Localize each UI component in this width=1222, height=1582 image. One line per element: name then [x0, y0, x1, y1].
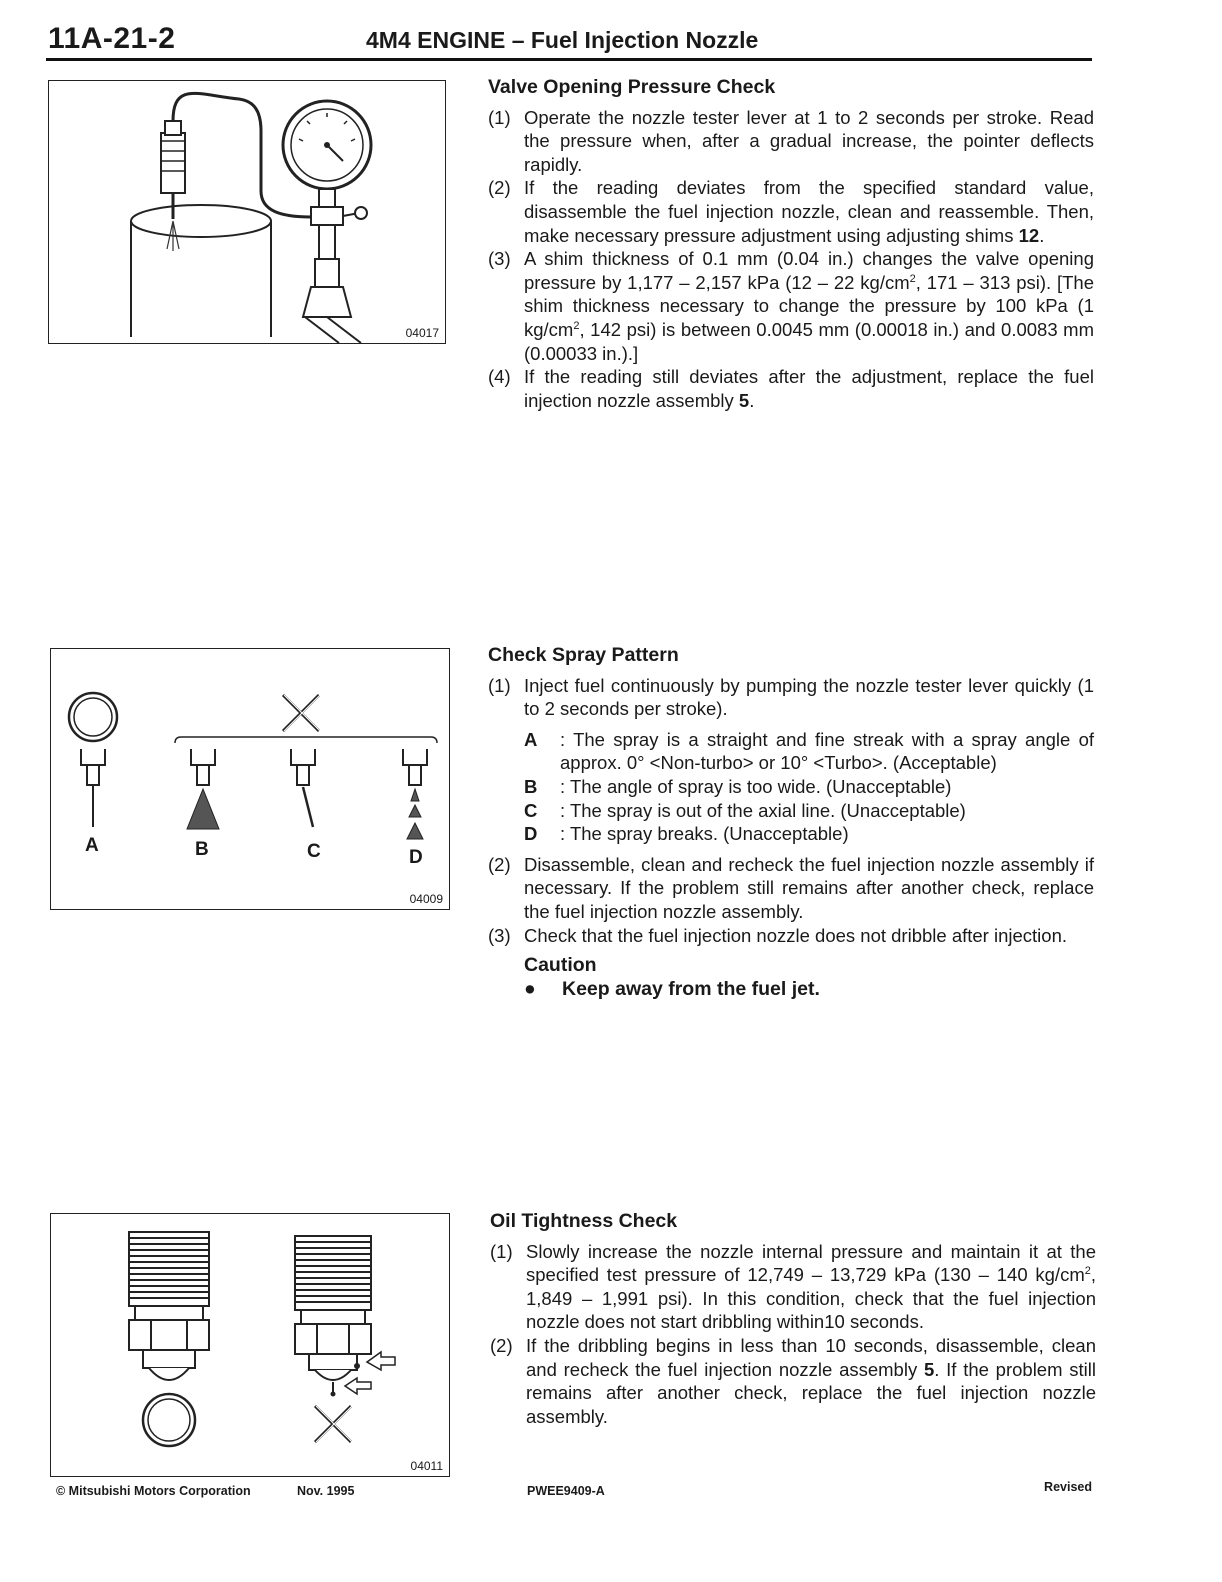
spray-pattern-illustration	[51, 649, 449, 909]
figure-nozzle-tester	[48, 80, 446, 344]
step-text: , 1,849 – 1,991 psi). In this condition, check that the fuel injection nozzle does not start dribbling within10 seconds.	[526, 1264, 1096, 1333]
superscript: 2	[909, 272, 916, 285]
figure-code: 04009	[409, 892, 443, 906]
step-text: Slowly increase the nozzle internal pressure and maintain it at the specified test pressure of 12,749 – 13,729 kPa (130 – 140 kg/cm	[526, 1240, 1096, 1286]
figure-oil-tightness	[50, 1213, 450, 1477]
step-number: (1)	[488, 106, 511, 128]
spray-label-b: B	[195, 839, 209, 860]
step-2	[488, 853, 1094, 924]
spray-label-c: C	[307, 841, 321, 862]
item-text: : The angle of spray is too wide. (Unacceptable)	[560, 775, 952, 797]
ok-circle-icon	[143, 1394, 195, 1446]
step-text: , 142 psi) is between 0.0045 mm (0.00018 in.) and 0.0083 mm (0.00033 in.).]	[524, 318, 1094, 364]
step-text: If the reading still deviates after the adjustment, replace the fuel injection nozzle assembly	[524, 366, 1094, 411]
spray-item-b	[524, 775, 1094, 799]
nozzle-tester-illustration	[49, 81, 445, 343]
arrow-icon	[345, 1378, 371, 1394]
item-text: : The spray breaks. (Unacceptable)	[560, 823, 849, 845]
step-text: If the reading deviates from the specified standard value, disassemble the fuel injection nozzle, clean and reassemble. Then, make necessary pressure adjustment using adjusting shims	[524, 177, 1094, 246]
spray-item-d	[524, 822, 1094, 846]
item-key: A	[524, 728, 538, 750]
caution-item	[524, 978, 1094, 1002]
step-3	[488, 924, 1094, 948]
ng-cross-icon	[283, 695, 319, 731]
footer-copyright: © Mitsubishi Motors Corporation	[56, 1484, 251, 1498]
item-key: C	[524, 799, 538, 821]
step-number: (1)	[488, 674, 511, 696]
step-text: , 171 – 313 psi). [The shim thickness necessary to change the pressure by 100 kPa (1 kg/cm	[524, 271, 1094, 340]
spray-label-d: D	[409, 847, 423, 868]
step-text: .	[1039, 224, 1045, 246]
step-1	[490, 1240, 1096, 1334]
step-text: . If the problem still remains after another check, replace the fuel injection nozzle assembly.	[526, 1358, 1096, 1427]
bullet-icon: ●	[524, 977, 536, 1000]
step-number: (3)	[488, 924, 511, 946]
figure-code: 04017	[405, 326, 439, 340]
step-1	[488, 674, 1094, 721]
step-4	[488, 365, 1094, 412]
ok-circle-icon	[69, 693, 117, 741]
section-title: Valve Opening Pressure Check	[488, 76, 776, 98]
caution-title: Caution	[524, 954, 597, 977]
section-oil-tightness	[490, 1210, 1096, 1428]
step-2	[490, 1334, 1096, 1428]
step-text: Disassemble, clean and recheck the fuel injection nozzle assembly if necessary. If the problem still remains after another check, replace the fuel injection nozzle assembly.	[524, 853, 1094, 922]
step-number: (2)	[488, 177, 511, 199]
header-rule	[46, 58, 1092, 61]
page-number: 11A-21-2	[48, 22, 176, 55]
part-number: 5	[923, 1358, 935, 1380]
step-number: (1)	[490, 1240, 513, 1262]
caution-text: Keep away from the fuel jet.	[562, 977, 820, 1000]
section-title: Check Spray Pattern	[488, 644, 679, 666]
page-title: 4M4 ENGINE – Fuel Injection Nozzle	[366, 27, 759, 53]
footer-status: Revised	[1044, 1480, 1092, 1494]
item-text: : The spray is out of the axial line. (Unacceptable)	[560, 799, 966, 821]
step-text: Operate the nozzle tester lever at 1 to 2 seconds per stroke. Read the pressure when, after a gradual increase, the pointer deflects rapidly.	[524, 106, 1094, 175]
section-valve-opening-pressure	[488, 76, 1094, 412]
step-text: Check that the fuel injection nozzle does not dribble after injection.	[524, 924, 1067, 946]
section-title: Oil Tightness Check	[490, 1210, 678, 1232]
figure-code: 04011	[410, 1459, 443, 1473]
part-number: 5	[738, 389, 750, 411]
oil-tightness-illustration	[51, 1214, 449, 1476]
spray-item-a	[524, 728, 1094, 775]
step-text: If the dribbling begins in less than 10 seconds, disassemble, clean and recheck the fuel injection nozzle assembly	[526, 1334, 1096, 1380]
spray-item-c	[524, 799, 1094, 823]
step-number: (4)	[488, 366, 511, 388]
superscript: 2	[573, 319, 580, 332]
step-number: (2)	[488, 853, 511, 875]
figure-spray-pattern	[50, 648, 450, 910]
item-text: : The spray is a straight and fine streak with a spray angle of approx. 0° <Non-turbo> or 10° <Turbo>. (Acceptable)	[560, 728, 1094, 774]
section-spray-pattern	[488, 644, 1094, 1001]
step-2	[488, 176, 1094, 247]
item-key: B	[524, 775, 538, 797]
step-3	[488, 247, 1094, 365]
step-number: (3)	[488, 248, 511, 270]
superscript: 2	[1084, 1265, 1091, 1278]
spray-label-a: A	[85, 835, 99, 856]
step-number: (2)	[490, 1334, 513, 1356]
footer-date: Nov. 1995	[297, 1484, 355, 1498]
ng-cross-icon	[315, 1406, 351, 1442]
part-number: 12	[1018, 224, 1040, 246]
step-1	[488, 106, 1094, 177]
step-text: A shim thickness of 0.1 mm (0.04 in.) changes the valve opening pressure by 1,177 – 2,157 kPa (12 – 22 kg/cm	[524, 248, 1094, 293]
item-key: D	[524, 823, 538, 845]
step-text: .	[749, 389, 755, 411]
step-text: Inject fuel continuously by pumping the nozzle tester lever quickly (1 to 2 seconds per stroke).	[524, 674, 1094, 720]
footer-doc-code: PWEE9409-A	[527, 1484, 605, 1498]
